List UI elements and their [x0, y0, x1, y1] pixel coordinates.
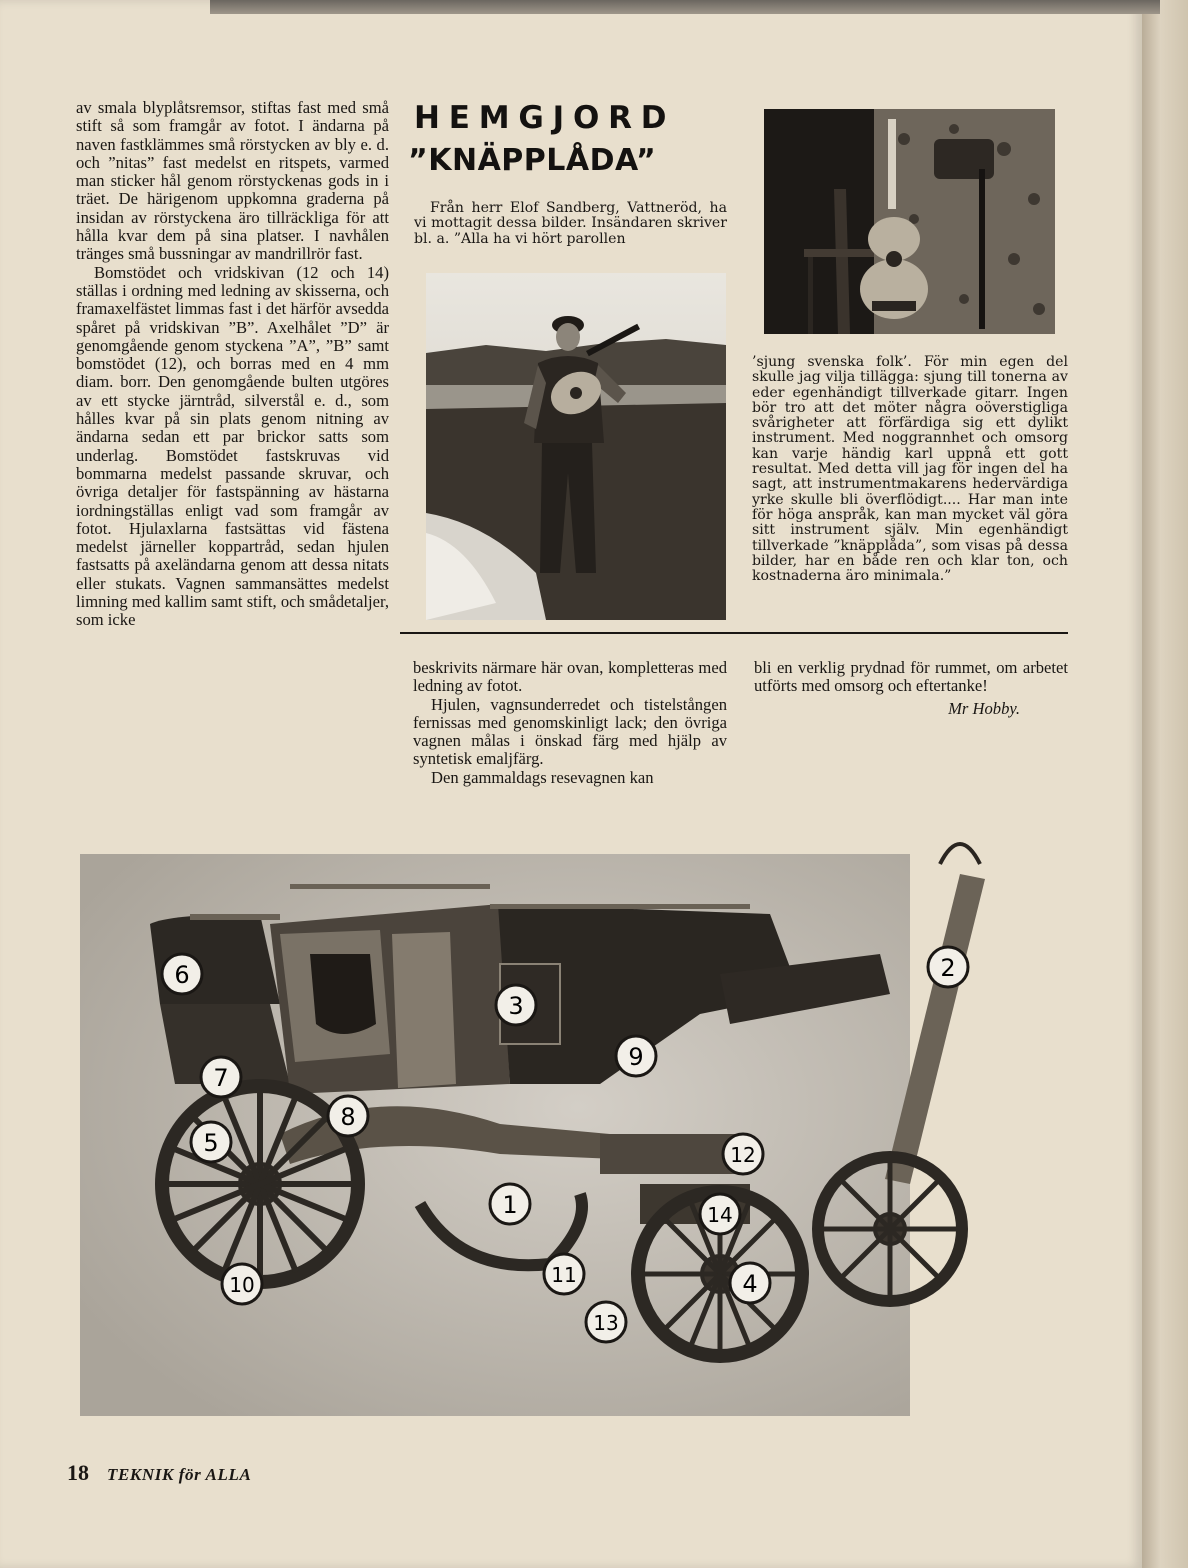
callout-11	[544, 1254, 584, 1294]
svg-text:13: 13	[593, 1311, 619, 1335]
callout-13	[586, 1302, 626, 1342]
left-paragraph-1: av smala blyplåtsremsor, stiftas fast med små stift så som framgår av fotot. I ändarna på naven fastklämmes små rörstycken av bly e. d. och ”nitas” fast medelst en ritspets, varmed man sticker hål genom rörstyckenas gods in i träet. De härigenom uppkomna graderna på insidan av rörstyckena äro tillräckliga för att hålla kvar dem på sina platser. I navhålen tränges små bussningar av mandrillrör fast.	[76, 98, 389, 264]
headline-knapplada: ”KNÄPPLÅDA”	[408, 143, 657, 178]
svg-text:4: 4	[742, 1270, 758, 1298]
callout-12	[723, 1134, 763, 1174]
svg-text:7: 7	[213, 1064, 229, 1092]
svg-text:6: 6	[174, 961, 190, 989]
letter-continued	[752, 355, 1068, 584]
callout-3	[496, 985, 536, 1025]
middle-paragraph-3: Den gammaldags resevagnen kan	[431, 767, 654, 787]
svg-text:1: 1	[502, 1191, 518, 1219]
photo-model-wagon	[80, 854, 956, 1416]
callout-4	[730, 1263, 770, 1303]
page-spine	[1142, 0, 1188, 1568]
callout-1	[490, 1184, 530, 1224]
callout-9	[616, 1036, 656, 1076]
svg-text:9: 9	[628, 1043, 644, 1071]
middle-paragraph-2: Hjulen, vagnsunderredet och tistelstången fernissas med genomskinligt lack; den övriga vagnen målas i önskad färg med hjälp av syntetisk emaljfärg.	[413, 694, 727, 769]
middle-paragraph-1: beskrivits närmare här ovan, kompletteras med ledning av fotot.	[413, 658, 727, 696]
svg-text:3: 3	[508, 992, 524, 1020]
callout-6	[162, 954, 202, 994]
callout-8	[328, 1096, 368, 1136]
svg-text:14: 14	[707, 1203, 733, 1227]
signature: Mr Hobby.	[948, 698, 1020, 718]
callout-14	[700, 1194, 740, 1234]
left-column	[76, 99, 389, 630]
svg-text:5: 5	[203, 1129, 219, 1157]
callout-7	[201, 1057, 241, 1097]
page-number: 18	[67, 1460, 89, 1485]
left-paragraph-2: Bomstödet och vridskivan (12 och 14) ställas i ordning med ledning av skisserna, och framaxelfästet limmas fast i det härför avsedda spåret på vridskivan ”B”. Axelhålet ”D” är genomgående genom styckena ”A”, ”B” samt bomstödet (12), och borras med en 4 mm diam. borr. Den genomgående bulten utgöres av ett stycke järntråd, silverstål e. d., som hålles kvar på sin plats genom nitning av ändarna sedan ett par brickor satts som underlag. Bomstödet fastskruvas vid bommarna medelst passande skruvar, och övriga detaljer för fastspänning av hästarna iordningställas enligt vad som framgår av fotot. Hjulaxlarna fastsättas vid fästena medelst järneller koppartråd, sedan hjulen fastsatts på axeländarna genom att dessa nitats eller stukats. Vagnen sammansättes medelst limning med kallim samt stift, och smådetaljer, som icke	[76, 262, 389, 630]
svg-text:11: 11	[551, 1263, 577, 1287]
headline-hemgjord: HEMGJORD	[414, 100, 676, 136]
callout-5	[191, 1122, 231, 1162]
page-footer	[67, 1460, 251, 1486]
svg-text:2: 2	[940, 954, 956, 982]
section-rule	[400, 632, 1068, 634]
letter-text: ’sjung svenska folk’. För min egen del skulle jag vilja tillägga: sjung till tonerna av eder egenhändigt tillverkade gitarr. Ingen bör tro att det möter några oöverstigliga svårigheter att förfärdiga sig ett dylikt instrument. Med noggrannhet och omsorg kan varje händig karl uppnå ett gott resultat. Med detta vill jag för ingen del ha sagt, att instrumentmakarens hedervärdiga yrke skulle bli överflödigt.... Har man inte för höga anspråk, kan man mycket väl göra sitt instrument själv. Min egenhändigt tillverkade ”knäpplåda”, som visas på dessa bilder, har en både ren och klar ton, och kostnaderna äro minimala.”	[752, 354, 1068, 585]
article-intro	[414, 201, 727, 247]
photo-guitar-interior	[764, 109, 1055, 334]
intro-text: Från herr Elof Sandberg, Vattneröd, ha vi mottagit dessa bilder. Insändaren skriver bl. a. ”Alla ha vi hört parollen	[414, 200, 727, 247]
right-column	[754, 659, 1068, 718]
svg-text:8: 8	[340, 1103, 356, 1131]
svg-text:12: 12	[730, 1143, 756, 1167]
svg-text:10: 10	[229, 1273, 255, 1297]
top-edge-strip	[210, 0, 1160, 14]
photo-man-playing-guitar	[426, 273, 726, 620]
publication-name: TEKNIK för ALLA	[107, 1465, 252, 1484]
callout-10	[222, 1264, 262, 1304]
callout-2	[928, 947, 968, 987]
right-paragraph: bli en verklig prydnad för rummet, om arbetet utförts med omsorg och eftertanke!	[754, 658, 1068, 696]
